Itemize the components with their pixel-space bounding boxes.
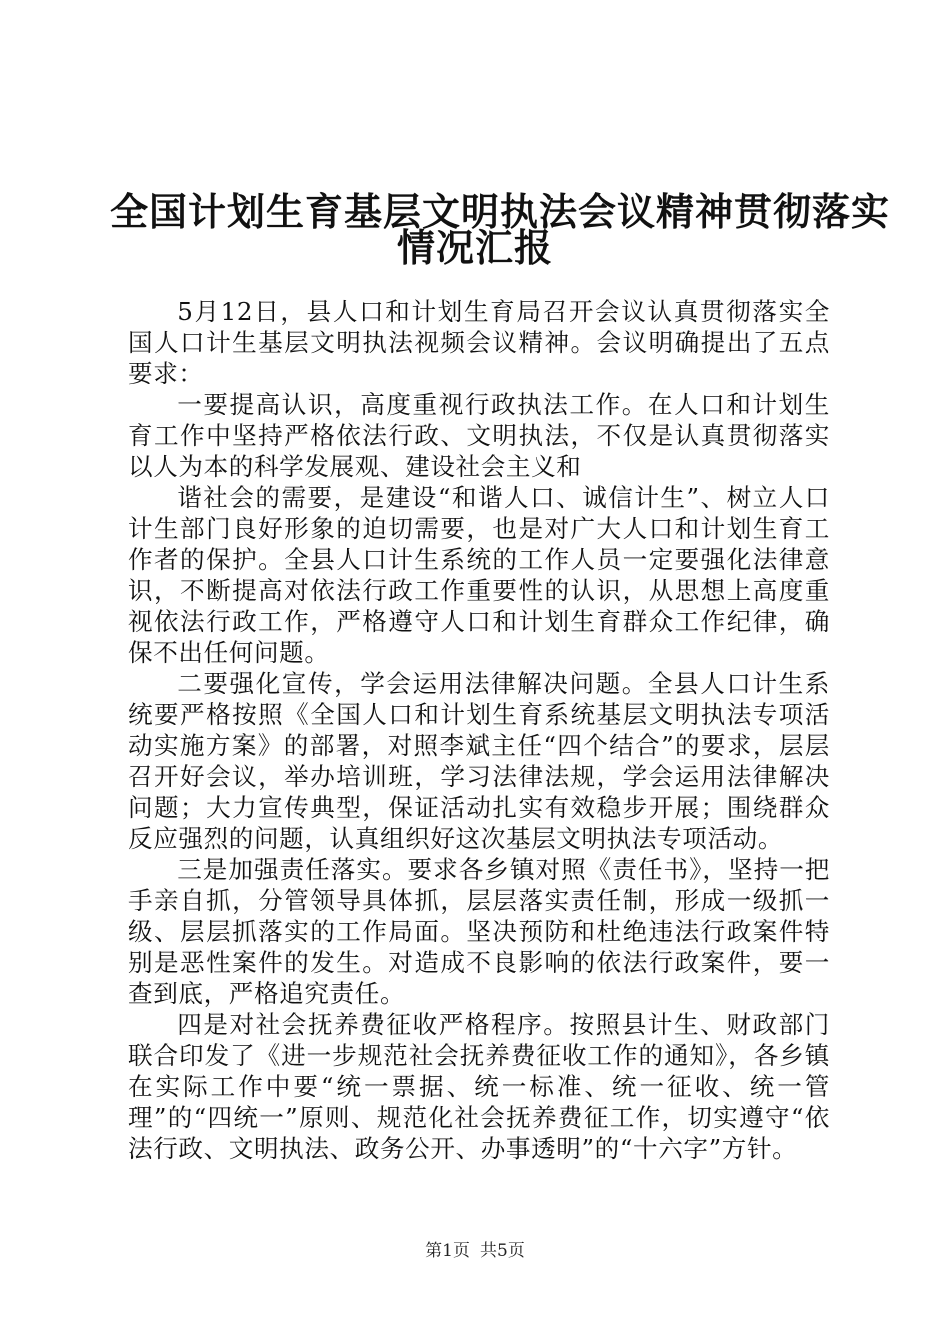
paragraph-requirement-2: 二要强化宣传，学会运用法律解决问题。全县人口计生系统要严格按照《全国人口和计划生育系统基层文明执法专项活动实施方案》的部署，对照李斌主任“四个结合”的要求，层层召开好会议，举办培训班，学习法律法规，学会运用法律解决问题；大力宣传典型，保证活动扎实有效稳步开展；围绕群众反应强烈的问题，认真组织好这次基层文明执法专项活动。 — [128, 669, 830, 853]
paragraph-requirement-1: 一要提高认识，高度重视行政执法工作。在人口和计划生育工作中坚持严格依法行政、文明执法，不仅是认真贯彻落实以人为本的科学发展观、建设社会主义和 — [128, 390, 830, 481]
paragraph-requirement-1-continued: 谐社会的需要，是建设“和谐人口、诚信计生”、树立人口计生部门良好形象的迫切需要，也是对广大人口和计划生育工作者的保护。全县人口计生系统的工作人员一定要强化法律意识，不断提高对依法行政工作重要性的认识，从思想上高度重视依法行政工作，严格遵守人口和计划生育群众工作纪律，确保不出任何问题。 — [128, 483, 830, 667]
page-footer — [0, 1240, 950, 1262]
document-title-line1: 全国计划生育基层文明执法会议精神贯彻落实 — [110, 189, 891, 234]
page-number-current: 第1页 — [425, 1241, 470, 1261]
paragraph-requirement-4: 四是对社会抚养费征收严格程序。按照县计生、财政部门联合印发了《进一步规范社会抚养费征收工作的通知》，各乡镇在实际工作中要“统一票据、统一标准、统一征收、统一管理”的“四统一”原则、规范化社会抚养费征工作，切实遵守“依法行政、文明执法、政务公开、办事透明”的“十六字”方针。 — [128, 1010, 830, 1163]
page-number-total: 共5页 — [480, 1241, 525, 1261]
document-body — [128, 296, 830, 1164]
paragraph-requirement-3: 三是加强责任落实。要求各乡镇对照《责任书》，坚持一把手亲自抓，分管领导具体抓，层层落实责任制，形成一级抓一级、层层抓落实的工作局面。坚决预防和杜绝违法行政案件特别是恶性案件的发生。对造成不良影响的依法行政案件，要一查到底，严格追究责任。 — [128, 855, 830, 1008]
document-title-line2: 情况汇报 — [396, 225, 553, 270]
paragraph-intro: 5月12日，县人口和计划生育局召开会议认真贯彻落实全国人口计生基层文明执法视频会议精神。会议明确提出了五点要求： — [128, 297, 830, 388]
